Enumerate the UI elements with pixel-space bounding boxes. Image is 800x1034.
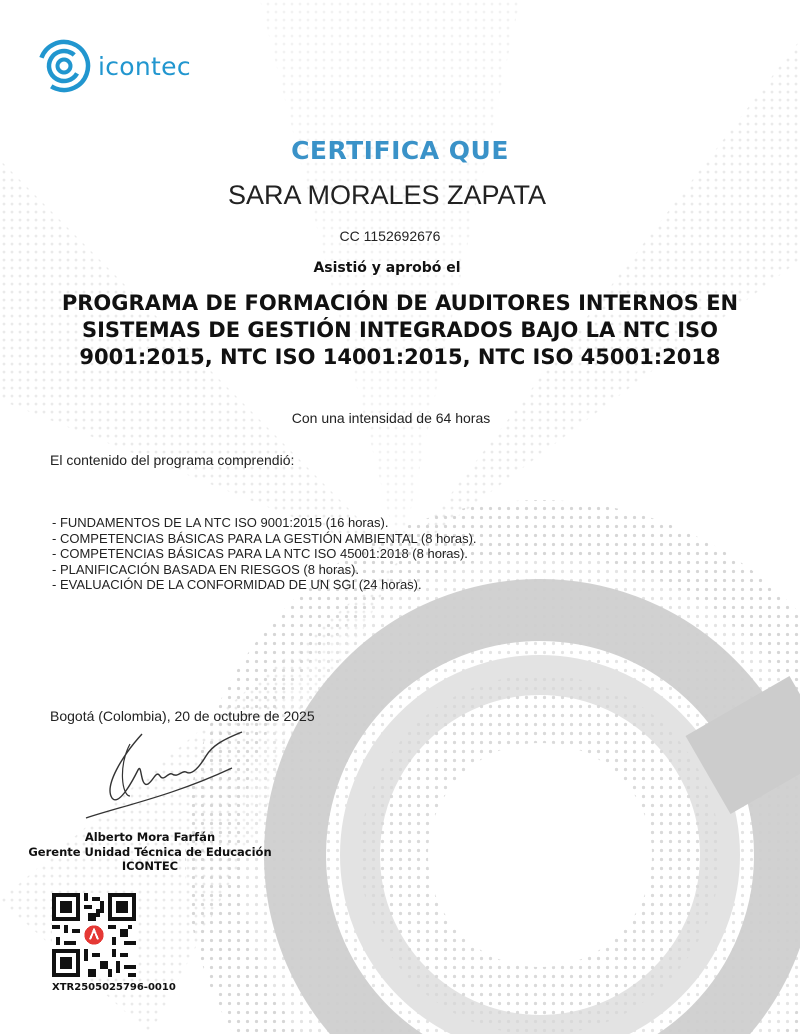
icontec-logo [36,38,191,94]
certifica-heading: CERTIFICA QUE [291,136,509,165]
logo-wordmark: icontec [98,51,191,81]
concentric-rings-icon [36,38,92,94]
topic-item: - PLANIFICACIÓN BASADA EN RIESGOS (8 horas). [52,561,360,577]
handwritten-signature [82,726,252,824]
program-title-line: SISTEMAS DE GESTIÓN INTEGRADOS BAJO LA NTC ISO [81,318,719,342]
recipient-id: CC 1152692676 [339,228,441,244]
topic-item: - COMPETENCIAS BÁSICAS PARA LA GESTIÓN AMBIENTAL (8 horas). [52,530,477,546]
place-date: Bogotá (Colombia), 20 de octubre de 2025 [50,708,315,724]
attended-label: Asistió y aprobó el [313,260,461,276]
signer-name: Alberto Mora Farfán [84,830,216,844]
topic-item: - EVALUACIÓN DE LA CONFORMIDAD DE UN SGI (24 horas). [52,577,422,592]
topic-item: - FUNDAMENTOS DE LA NTC ISO 9001:2015 (16 horas). [52,515,389,530]
program-title [30,290,770,371]
verification-code: XTR2505025796-0010 [52,982,176,993]
content-intro: El contenido del programa comprendió: [50,452,295,468]
program-title-line: 9001:2015, NTC ISO 14001:2015, NTC ISO 45001:2018 [79,345,721,369]
recipient-name: SARA MORALES ZAPATA [227,180,547,210]
program-title-line: PROGRAMA DE FORMACIÓN DE AUDITORES INTERNOS EN [61,291,739,315]
topic-item: - COMPETENCIAS BÁSICAS PARA LA NTC ISO 45001:2018 (8 horas). [52,546,468,561]
qr-code-icon [52,893,136,977]
signer-title: Gerente Unidad Técnica de Educación ICONTEC [28,845,272,873]
topics-list [52,515,477,593]
intensity-text: Con una intensidad de 64 horas [291,410,491,426]
